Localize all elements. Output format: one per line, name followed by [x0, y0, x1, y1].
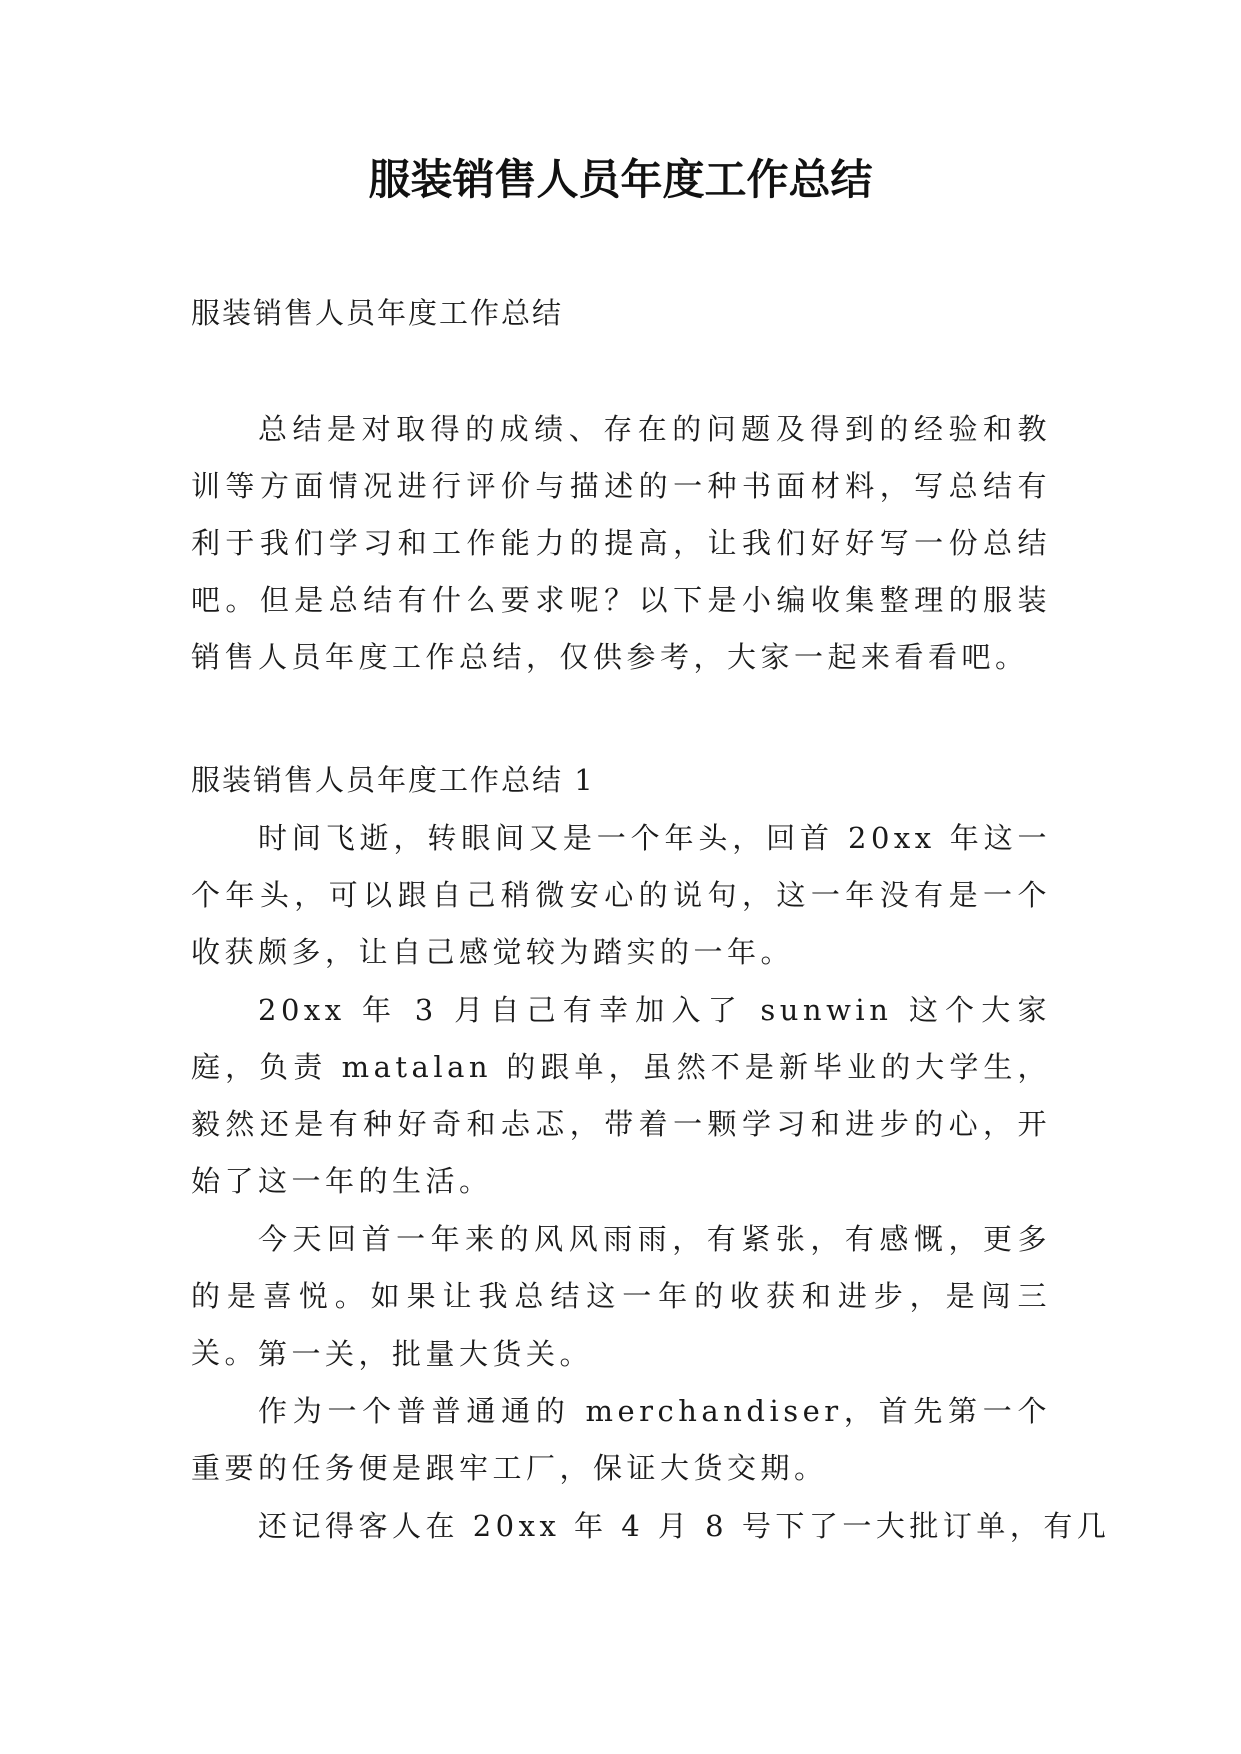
body-paragraph: 第一关，批量大货关。 — [258, 1337, 594, 1371]
document-subtitle: 服装销售人员年度工作总结 — [191, 296, 564, 330]
document-title: 服装销售人员年度工作总结 — [368, 155, 873, 204]
body-paragraph: 今天回首一年来的风风雨雨，有紧张，有感慨，更多的是喜悦。如果让我总结这一年的收获和进步，是闯三关。 — [191, 1222, 1051, 1370]
body-paragraph: 还记得客人在 20xx 年 4 月 8 号下了一大批订单，有几 — [258, 1509, 1111, 1543]
body-paragraph: 20xx 年 3 月自己有幸加入了 sunwin 这个大家庭，负责 matalan 的跟单，虽然不是新毕业的大学生，毅然还是有种好奇和忐忑，带着一颗学习和进步的心，开始了这一年的生活。 — [191, 993, 1051, 1198]
body-paragraph: 作为一个普普通通的 merchandiser，首先第一个重要的任务便是跟牢工厂，保证大货交期。 — [191, 1394, 1051, 1485]
intro-paragraph: 总结是对取得的成绩、存在的问题及得到的经验和教训等方面情况进行评价与描述的一种书面材料，写总结有利于我们学习和工作能力的提高，让我们好好写一份总结吧。但是总结有什么要求呢？以下是小编收集整理的服装销售人员年度工作总结，仅供参考，大家一起来看看吧。 — [191, 412, 1051, 674]
section-heading: 服装销售人员年度工作总结 1 — [191, 763, 595, 797]
body-paragraph: 时间飞逝，转眼间又是一个年头，回首 20xx 年这一个年头，可以跟自己稍微安心的说句，这一年没有是一个收获颇多，让自己感觉较为踏实的一年。 — [191, 821, 1051, 969]
